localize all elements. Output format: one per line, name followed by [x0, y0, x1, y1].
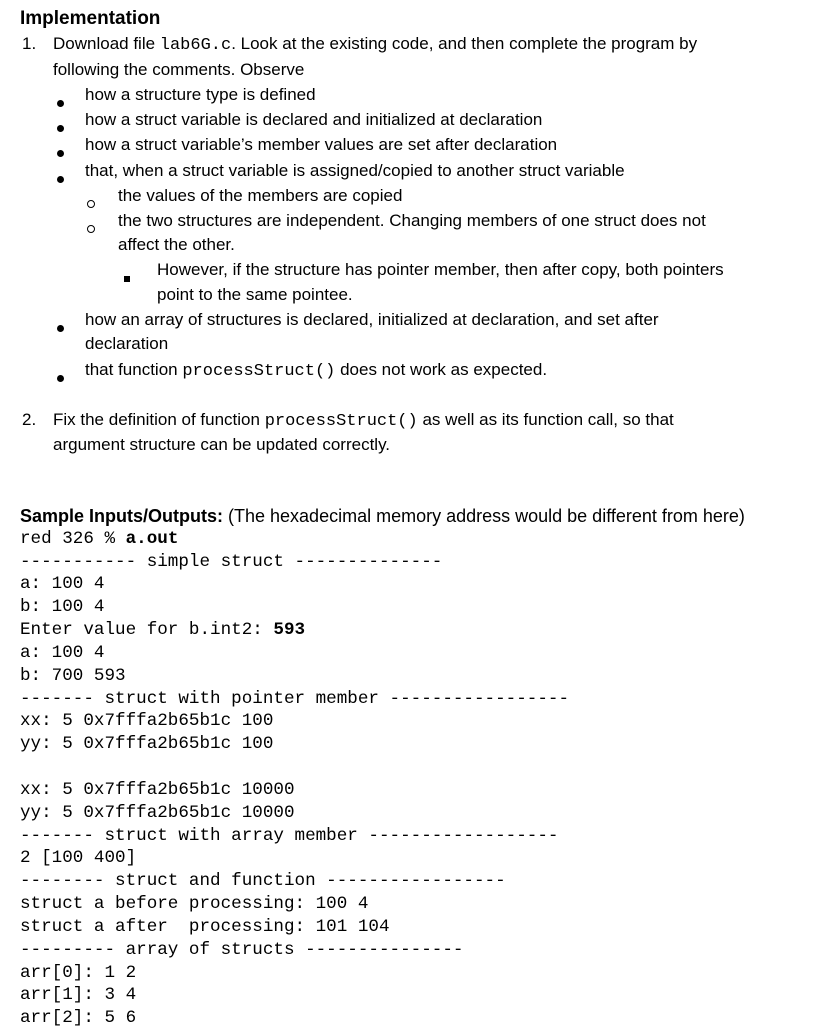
bullet-icon	[57, 117, 64, 137]
bullet-text-post: does not work as expected.	[335, 360, 548, 379]
terminal-line: struct a after processing: 101 104	[20, 917, 390, 937]
terminal-line: yy: 5 0x7fffa2b65b1c 100	[20, 734, 274, 754]
item-1-text-post: . Look at the existing code, and then complete the program by	[231, 34, 698, 53]
user-input: 593	[273, 620, 306, 640]
item-2-line-1	[53, 410, 674, 431]
item-number: 2.	[22, 410, 37, 429]
filename-code: lab6G.c	[159, 36, 232, 55]
terminal-line	[20, 529, 178, 549]
sub-bullet-text: the values of the members are copied	[118, 186, 403, 205]
sample-note: (The hexadecimal memory address would be different from here)	[223, 506, 745, 526]
square-bullet-icon	[124, 267, 130, 287]
terminal-line: b: 100 4	[20, 597, 105, 617]
terminal-line: 2 [100 400]	[20, 848, 137, 868]
terminal-line: -------- struct and function -----------------	[20, 871, 506, 891]
bullet-text: how an array of structures is declared, initialized at declaration, and set after	[85, 310, 659, 329]
sub-sub-bullet-text-cont: point to the same pointee.	[157, 285, 353, 304]
sample-label: Sample Inputs/Outputs:	[20, 506, 224, 526]
bullet-text: how a struct variable’s member values are set after declaration	[85, 135, 558, 154]
terminal-line: xx: 5 0x7fffa2b65b1c 100	[20, 711, 274, 731]
item-1-text-pre: Download file	[53, 34, 160, 53]
terminal-line: --------- array of structs ---------------	[20, 940, 464, 960]
function-code: processStruct()	[264, 412, 418, 431]
terminal-line: a: 100 4	[20, 643, 105, 663]
function-code: processStruct()	[182, 362, 336, 381]
terminal-line: struct a before processing: 100 4	[20, 894, 369, 914]
bullet-text-pre: that function	[85, 360, 183, 379]
terminal-line: ------- struct with pointer member -----------------	[20, 689, 570, 709]
item-2-text-pre: Fix the definition of function	[53, 410, 265, 429]
terminal-line	[20, 620, 305, 640]
terminal-line: arr[2]: 5 6	[20, 1008, 137, 1028]
terminal-line: ----------- simple struct --------------	[20, 552, 443, 572]
terminal-line: ------- struct with array member ------------------	[20, 826, 559, 846]
shell-prompt: red 326 %	[20, 529, 126, 549]
terminal-line: xx: 5 0x7fffa2b65b1c 10000	[20, 780, 295, 800]
terminal-line: arr[0]: 1 2	[20, 963, 137, 983]
terminal-line: b: 700 593	[20, 666, 126, 686]
bullet-icon	[57, 317, 64, 337]
bullet-text	[85, 360, 547, 381]
command: a.out	[125, 529, 179, 549]
bullet-text: how a struct variable is declared and initialized at declaration	[85, 110, 543, 129]
bullet-text: how a structure type is defined	[85, 85, 316, 104]
bullet-text: that, when a struct variable is assigned/copied to another struct variable	[85, 161, 625, 180]
bullet-icon	[57, 92, 64, 112]
sub-bullet-text-cont: affect the other.	[118, 235, 235, 254]
item-1-line-2: following the comments. Observe	[53, 60, 305, 79]
sub-bullet-text: the two structures are independent. Changing members of one struct does not	[118, 211, 706, 230]
bullet-text-cont: declaration	[85, 334, 169, 353]
bullet-icon	[57, 142, 64, 162]
bullet-icon	[57, 367, 64, 387]
input-prompt: Enter value for b.int2:	[20, 620, 274, 640]
item-2-line-2: argument structure can be updated correctly.	[53, 435, 391, 454]
terminal-line: a: 100 4	[20, 574, 105, 594]
section-heading: Implementation	[20, 8, 161, 29]
sample-title	[20, 506, 745, 527]
bullet-icon	[57, 168, 64, 188]
terminal-line: arr[1]: 3 4	[20, 985, 137, 1005]
item-2-text-post: as well as its function call, so that	[417, 410, 674, 429]
circle-bullet-icon	[87, 193, 95, 213]
terminal-line: yy: 5 0x7fffa2b65b1c 10000	[20, 803, 295, 823]
sub-sub-bullet-text: However, if the structure has pointer member, then after copy, both pointers	[157, 260, 724, 279]
item-1-line-1	[53, 34, 697, 55]
circle-bullet-icon	[87, 218, 95, 238]
item-number: 1.	[22, 34, 37, 53]
